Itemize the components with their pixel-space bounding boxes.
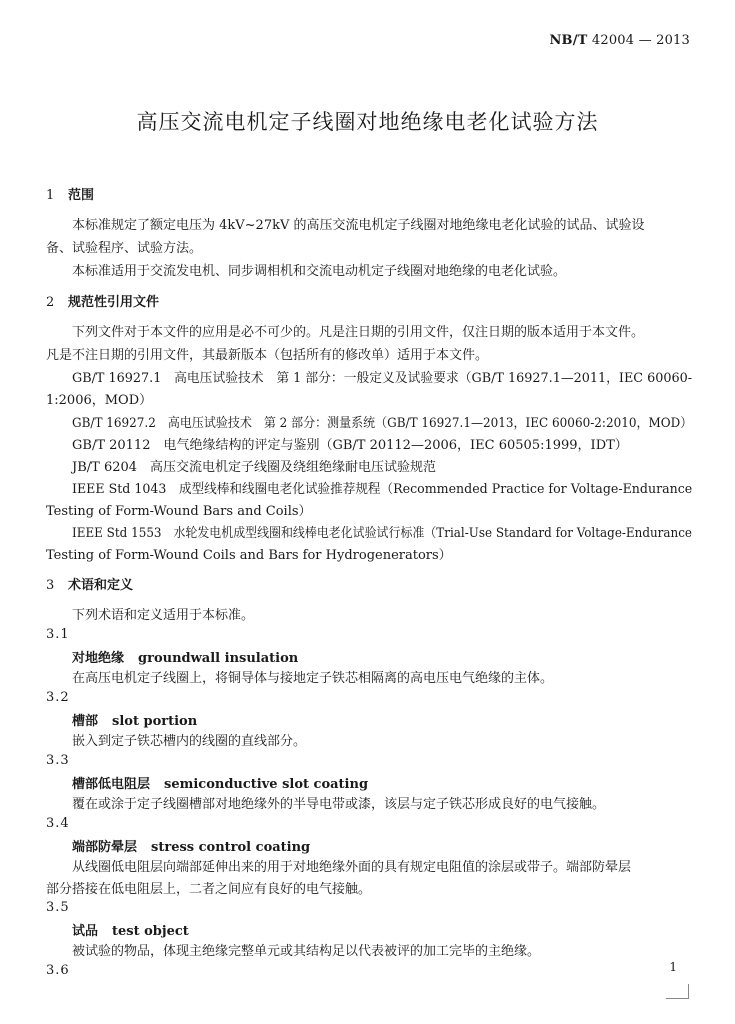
term-heading: 试品 test object [72,924,189,939]
reference-gbt-16927-1-line-1: GB/T 16927.1 高电压试验技术 第 1 部分：一般定义及试验要求（GB/T 16927.1—2011，IEC 60060- [72,371,693,386]
reference-jbt-6204: JB/T 6204 高压交流电机定子线圈及绕组绝缘耐电压试验规范 [72,460,437,475]
term-heading: 槽部 slot portion [72,714,198,729]
reference-gbt-20112: GB/T 20112 电气绝缘结构的评定与鉴别（GB/T 20112—2006，IEC 60505:1999，IDT） [72,438,628,453]
term-number: 3.6 [46,963,70,978]
section-1-paragraph-1-line-1: 本标准规定了额定电压为 4kV~27kV 的高压交流电机定子线圈对地绝缘电老化试验的试品、试验设 [72,218,645,233]
term-definition: 嵌入到定子铁芯槽内的线圈的直线部分。 [72,734,307,749]
section-2-intro-line-1: 下列文件对于本文件的应用是必不可少的。凡是注日期的引用文件，仅注日期的版本适用于本文件。 [72,325,645,340]
section-3-heading: 3 术语和定义 [46,578,134,593]
term-definition: 在高压电机定子线圈上，将铜导体与接地定子铁芯相隔离的高电压电气绝缘的主体。 [72,671,554,686]
term-definition-line-2: 部分搭接在低电阻层上，二者之间应有良好的电气接触。 [46,882,372,897]
standard-code: NB/T [549,33,588,48]
page-number: 1 [669,960,677,974]
reference-gbt-16927-2: GB/T 16927.2 高电压试验技术 第 2 部分：测量系统（GB/T 16927.1—2013，IEC 60060-2:2010，MOD） [72,416,693,431]
reference-gbt-16927-1-line-2: 1:2006，MOD） [46,393,153,408]
term-number: 3.3 [46,753,70,768]
term-definition: 覆在或涂于定子线圈槽部对地绝缘外的半导电带或漆，该层与定子铁芯形成良好的电气接触。 [72,797,606,812]
section-1-paragraph-1-line-2: 备、试验程序、试验方法。 [46,241,203,256]
term-heading: 槽部低电阻层 semiconductive slot coating [72,777,369,792]
section-1-paragraph-2: 本标准适用于交流发电机、同步调相机和交流电动机定子线圈对地绝缘的电老化试验。 [72,264,567,279]
reference-ieee-1553-line-1: IEEE Std 1553 水轮发电机成型线圈和线棒电老化试验试行标准（Trial-Use Standard for Voltage-Endurance [72,526,692,541]
section-2-intro-line-2: 凡是不注日期的引用文件，其最新版本（包括所有的修改单）适用于本文件。 [46,348,489,363]
section-3-intro: 下列术语和定义适用于本标准。 [72,608,255,623]
term-number: 3.5 [46,900,70,915]
term-definition-line-1: 从线圈低电阻层向端部延伸出来的用于对地绝缘外面的具有规定电阻值的涂层或带子。端部防晕层 [72,860,632,875]
term-heading: 端部防晕层 stress control coating [72,840,311,855]
reference-ieee-1043-line-1: IEEE Std 1043 成型线棒和线圈电老化试验推荐规程（Recommended Practice for Voltage-Endurance [72,482,693,497]
term-heading: 对地绝缘 groundwall insulation [72,651,299,666]
term-definition: 被试验的物品，体现主绝缘完整单元或其结构足以代表被评的加工完毕的主绝缘。 [72,944,541,959]
page-corner-mark [666,984,689,999]
term-number: 3.2 [46,690,70,705]
standard-number [549,33,690,48]
document-title: 高压交流电机定子线圈对地绝缘电老化试验方法 [136,110,599,134]
standard-year: 42004 — 2013 [591,33,690,48]
section-1-heading: 1 范围 [46,188,95,203]
reference-ieee-1043-line-2: Testing of Form-Wound Bars and Coils） [46,504,312,519]
section-2-heading: 2 规范性引用文件 [46,295,160,310]
reference-ieee-1553-line-2: Testing of Form-Wound Coils and Bars for Hydrogenerators） [46,548,452,563]
term-number: 3.4 [46,816,70,831]
term-number: 3.1 [46,627,70,642]
